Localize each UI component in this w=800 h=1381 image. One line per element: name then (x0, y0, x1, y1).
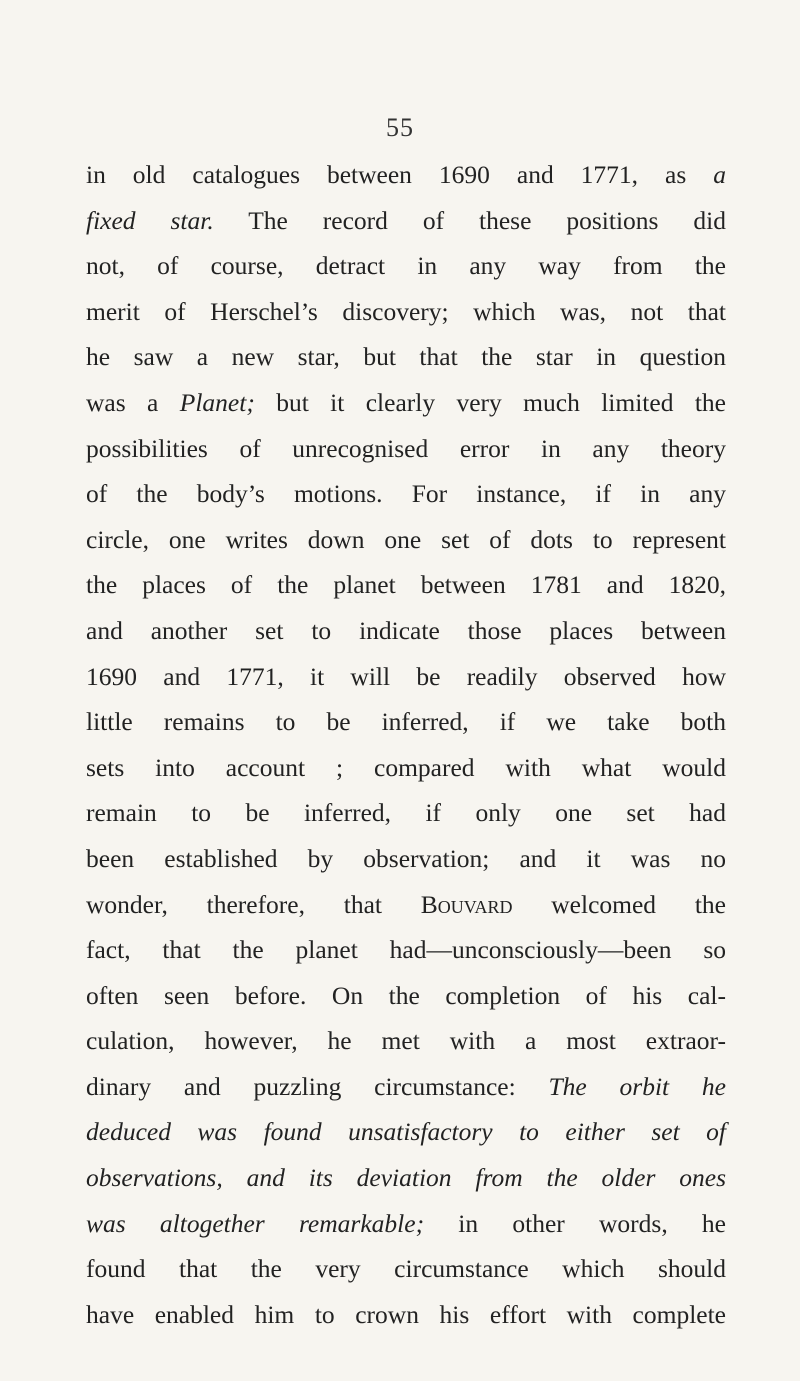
text-segment: little remains to be inferred, if we take both (86, 707, 726, 737)
page-number: 55 (386, 113, 414, 142)
text-line (86, 1018, 726, 1064)
text-segment: 1690 and 1771, it will be readily observed how (86, 661, 726, 691)
text-line (86, 745, 726, 791)
text-segment: welcomed the (512, 889, 726, 919)
text-line (86, 1292, 726, 1338)
text-line (86, 289, 726, 335)
text-segment: found that the very circumstance which should (86, 1254, 726, 1284)
text-line (86, 836, 726, 882)
text-line (86, 699, 726, 745)
text-segment: the places of the planet between 1781 and 1820, (86, 570, 726, 600)
text-line (86, 927, 726, 973)
text-segment: in other words, he (424, 1208, 726, 1238)
text-line (86, 152, 726, 198)
text-line (86, 654, 726, 700)
text-line (86, 334, 726, 380)
text-segment: wonder, therefore, that (86, 889, 421, 919)
italic-text: deduced was found unsatisfactory to either set of (86, 1117, 726, 1147)
text-line (86, 608, 726, 654)
text-segment: merit of Herschel’s discovery; which was, not that (86, 296, 726, 326)
text-line (86, 882, 726, 928)
small-caps-name: Bouvard (420, 889, 513, 919)
text-segment: sets into account ; compared with what would (86, 752, 726, 782)
text-segment: but it clearly very much limited the (254, 387, 726, 417)
text-line (86, 973, 726, 1019)
text-line (86, 380, 726, 426)
italic-text: observations, and its deviation from the older ones (86, 1163, 726, 1193)
text-segment: have enabled him to crown his effort with complete (86, 1299, 726, 1329)
text-segment: fact, that the planet had—unconsciously—been so (86, 935, 726, 965)
text-line (86, 1064, 726, 1110)
italic-text: fixed star. (86, 205, 214, 235)
text-segment: and another set to indicate those places between (86, 615, 726, 645)
text-segment: was a (86, 387, 180, 417)
text-line (86, 198, 726, 244)
italic-text: The orbit he (548, 1071, 726, 1101)
text-line (86, 517, 726, 563)
text-segment: of the body’s motions. For instance, if in any (86, 479, 726, 509)
italic-text: was altogether remarkable; (86, 1208, 425, 1238)
text-segment: not, of course, detract in any way from the (86, 251, 726, 281)
text-segment: been established by observation; and it was no (86, 843, 726, 873)
text-line (86, 1109, 726, 1155)
text-segment: in old catalogues between 1690 and 1771, as (86, 160, 714, 189)
text-segment: dinary and puzzling circumstance: (86, 1071, 549, 1101)
text-line (86, 426, 726, 472)
text-segment: he saw a new star, but that the star in question (86, 342, 726, 372)
text-line (86, 1155, 726, 1201)
text-line (86, 790, 726, 836)
text-segment: often seen before. On the completion of his cal- (86, 980, 726, 1010)
text-line (86, 471, 726, 517)
italic-text: Planet; (179, 387, 255, 417)
text-line (86, 1246, 726, 1292)
text-segment: The record of these positions did (213, 205, 726, 235)
text-line (86, 562, 726, 608)
text-line (86, 243, 726, 289)
text-segment: circle, one writes down one set of dots to represent (86, 524, 726, 554)
text-segment: remain to be inferred, if only one set had (86, 798, 726, 828)
italic-text: a (713, 160, 726, 189)
text-line (86, 1201, 726, 1247)
text-segment: possibilities of unrecognised error in any theory (86, 433, 726, 463)
body-text (86, 152, 726, 1337)
text-segment: culation, however, he met with a most extraor- (86, 1026, 726, 1056)
